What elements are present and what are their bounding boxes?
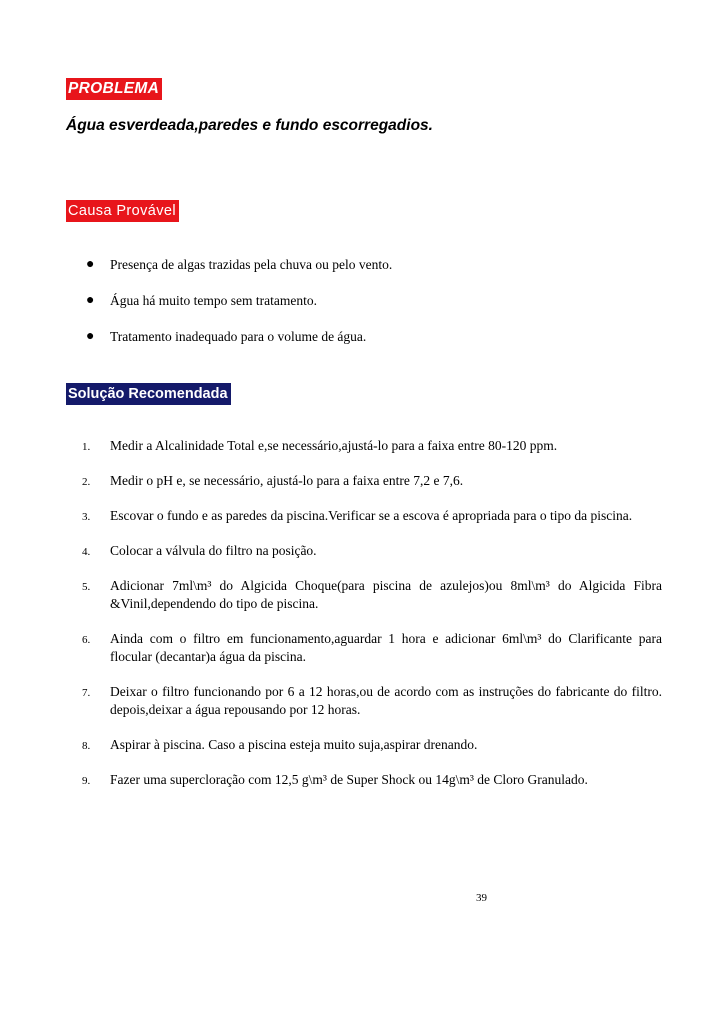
cause-item: ● Água há muito tempo sem tratamento. [86,291,686,327]
cause-item: ● Presença de algas trazidas pela chuva ou pelo vento. [86,255,686,291]
bullet-icon: ● [86,329,95,344]
cause-heading: Causa Provável [66,200,179,222]
cause-list [86,255,686,363]
step-item: 9. Fazer uma supercloração com 12,5 g\m³ de Super Shock ou 14g\m³ de Cloro Granulado. [82,772,588,787]
step-item: 8. Aspirar à piscina. Caso a piscina esteja muito suja,aspirar drenando. [82,737,478,752]
cause-item: ● Tratamento inadequado para o volume de água. [86,327,686,363]
step-item: 5. Adicionar 7ml\m³ do Algicida Choque(para piscina de azulejos)ou 8ml\m³ do Algicida Fibra &Vinil,dependendo do tipo de piscina. [82,578,662,611]
problem-heading: PROBLEMA [66,78,162,100]
problem-description: Água esverdeada,paredes e fundo escorregadios. [66,117,433,134]
step-item: 6. Ainda com o filtro em funcionamento,aguardar 1 hora e adicionar 6ml\m³ do Clarificante para flocular (decantar)a água da piscina. [82,631,662,664]
solution-steps [82,437,662,789]
step-item: 4. Colocar a válvula do filtro na posição. [82,543,317,558]
step-item: 7. Deixar o filtro funcionando por 6 a 12 horas,ou de acordo com as instruções do fabricante do filtro. depois,deixar a água repousando por 12 horas. [82,684,662,717]
step-item: 1. Medir a Alcalinidade Total e,se necessário,ajustá-lo para a faixa entre 80-120 ppm. [82,438,558,453]
step-item: 3. Escovar o fundo e as paredes da piscina.Verificar se a escova é apropriada para o tipo da piscina. [82,508,633,523]
bullet-icon: ● [86,293,95,308]
page-number: 39 [476,892,487,904]
step-item: 2. Medir o pH e, se necessário, ajustá-lo para a faixa entre 7,2 e 7,6. [82,473,464,488]
bullet-icon: ● [86,257,95,272]
solution-heading: Solução Recomendada [66,383,231,405]
